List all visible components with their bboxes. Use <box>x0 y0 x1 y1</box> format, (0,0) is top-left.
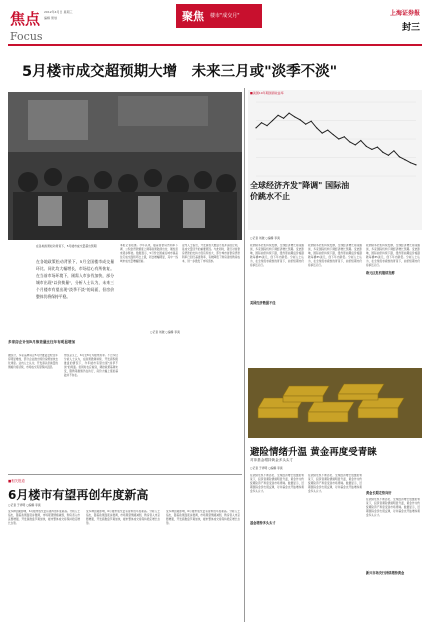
chart-caption: ■美国10年期国债收益率 <box>250 91 284 95</box>
chart-point <box>272 120 273 121</box>
masthead-rule <box>8 44 422 46</box>
sidebar-headline: 多家房企计划5月推货量比往年有明显增加 <box>8 340 76 344</box>
chart-point <box>333 134 334 135</box>
chart-point <box>327 130 328 131</box>
chart-point <box>355 144 356 145</box>
photo-caption: 在各地政策松动背景下，5月楼市成交量超出预期 <box>36 244 97 248</box>
right-bottom-sub1: 基金增持多头头寸 <box>250 521 276 525</box>
bottom-text-1: 受多种因素影响，6月楼市成交量有望再创年度新高。分析人士指出，随着政策面逐步微调，市场观望情绪减弱，购房者入市意愿增强，开发商推盘节奏加快，楼市整体成交将保持稳定增长态势。 <box>8 510 80 526</box>
page-number: 封三 <box>401 23 420 33</box>
chart-point <box>382 152 383 153</box>
column-separator <box>244 88 245 622</box>
bottom-kicker: ■相关报道 <box>8 479 25 483</box>
editor-line: 编辑 策划 <box>44 16 57 20</box>
bottom-text-3: 受多种因素影响，6月楼市成交量有望再创年度新高。分析人士指出，随着政策面逐步微调，市场观望情绪减弱，购房者入市意愿增强，开发商推盘节奏加快，楼市整体成交将保持稳定增长态势。 <box>166 510 240 526</box>
chart-point <box>266 125 267 126</box>
main-headline: 5月楼市成交超预期大增 未来三月或"淡季不淡" <box>22 64 338 80</box>
right-bottom-text-3: 在欧债危机不断恶化、全球经济增长放缓的背景下，投资者避险情绪明显升温，黄金作为传统避险资产再度受到市场青睐。数据显示，近期国际金价出现反弹，对冲基金也开始增持黄金多头头寸。 <box>366 498 420 518</box>
chart-point <box>410 162 411 163</box>
chart-point <box>300 119 301 120</box>
right-top-text-2: 欧洲债务危机持续发酵，全球经济增长前景黯淡，多家国际机构下调经济增长预期。受此影响，国际油价持续下跌，纽约原油期货价格跌破每桶85美元，创下年内新低。分析人士认为，在全球需求疲软的背景下，油价短期内仍将承压运行。 <box>308 244 362 268</box>
chart-point <box>338 138 339 139</box>
right-bottom-headline: 避险情绪升温 黄金再度受青睐 <box>250 447 377 458</box>
chart-point <box>261 122 262 123</box>
chart-point <box>316 127 317 128</box>
chart-point <box>371 149 372 150</box>
chart-point <box>255 127 256 128</box>
chart-point <box>415 164 416 165</box>
chart-point <box>404 159 405 160</box>
chart-point <box>305 124 306 125</box>
right-bottom-sub2: 黄金长期走势向好 <box>366 491 392 495</box>
right-bottom-sub3: 新兴市场央行持续增持黄金 <box>366 571 405 575</box>
sidebar-story <box>8 340 118 470</box>
right-bottom-text-1: 在欧债危机不断恶化、全球经济增长放缓的背景下，投资者避险情绪明显升温，黄金作为传统避险资产再度受到市场青睐。数据显示，近期国际金价出现反弹，对冲基金也开始增持黄金多头头寸。 <box>250 474 304 494</box>
bottom-byline: ○记者 于祥明 ○编辑 李爽 <box>8 503 41 507</box>
chart-point <box>289 113 290 114</box>
bottom-text-2: 受多种因素影响，6月楼市成交量有望再创年度新高。分析人士指出，随着政策面逐步微调，市场观望情绪减弱，购房者入市意愿增强，开发商推盘节奏加快，楼市整体成交将保持稳定增长态势。 <box>86 510 160 526</box>
bottom-headline: 6月楼市有望再创年度新高 <box>8 488 149 502</box>
section-title: 焦点 <box>10 10 41 28</box>
right-top-sub2: 欧元区危机继续发酵 <box>366 271 395 275</box>
lead-photo <box>8 92 242 240</box>
chart-point <box>388 155 389 156</box>
main-column-2: 业内人士指出，开发商加大推盘力度并适度让利，是成交量回升的重要原因。与此同时，银行对首套房贷款的支持力度有所加大，部分城市首套房贷款利率已回归基准利率，有效降低了购房者的购房成本，进一步激发了市场需求。 <box>182 244 240 264</box>
banner-main: 聚焦 <box>182 10 204 23</box>
date-line: 2012年4月日 星期三 <box>44 10 73 14</box>
chart-point <box>322 132 323 133</box>
yield-chart <box>248 96 422 226</box>
main-byline: ○记者 刘骏 ○编辑 李爽 <box>150 330 180 334</box>
bottom-rule <box>8 474 242 475</box>
chart-point <box>399 156 400 157</box>
banner-sub: 楼市"成交月" <box>210 13 240 19</box>
chart-point <box>277 115 278 116</box>
sidebar-text-2: 传统意义上，6月至8月为楼市淡季。不过多位分析人士认为，在政策微调持续、开发商积极推盘的情况下，今年楼市有望出现"淡季不淡"的局面。但同时也应看到，调控政策基调未变，限购等措施仍在执行，房价大幅上涨的基础并不存在。 <box>64 354 118 378</box>
chart-point <box>294 116 295 117</box>
right-top-text-3: 欧洲债务危机持续发酵，全球经济增长前景黯淡，多家国际机构下调经济增长预期。受此影响，国际油价持续下跌，纽约原油期货价格跌破每桶85美元，创下年内新低。分析人士认为，在全球需求疲软的背景下，油价短期内仍将承压运行。 <box>366 244 420 268</box>
sidebar-text: 据统计，多家品牌房企5月份推货量较往年有明显增加，部分企业推出特价房源加快去化速度。业内人士认为，开发商以价换量的策略仍将延续，市场成交有望保持活跃。 <box>8 354 58 370</box>
section-title-en: Focus <box>10 30 43 43</box>
chart-point <box>393 150 394 151</box>
lead-paragraph: 在各地政策松动背景下，5月全国楼市成交量环比、同比均大幅增长，市场信心有所恢复。在当前市场环境下，刚需入市步伐加快，部分城市出现"以价换量"，分析人士认为，未来三个月楼市有望出现"淡季不淡"的局面，但房价整体仍将保持平稳。 <box>36 259 114 299</box>
right-top-sub1: 美国经济数据不佳 <box>250 301 276 305</box>
masthead <box>8 4 422 52</box>
right-top-headline: 全球经济齐发"降调" 国际油价跳水不止 <box>250 181 350 201</box>
chart-point <box>349 141 350 142</box>
right-bottom-text-2: 在欧债危机不断恶化、全球经济增长放缓的背景下，投资者避险情绪明显升温，黄金作为传统避险资产再度受到市场青睐。数据显示，近期国际金价出现反弹，对冲基金也开始增持黄金多头头寸。 <box>308 474 362 494</box>
banner <box>176 4 262 28</box>
main-column-1: 本报记者报道。今年以来，随着首套房贷利率下调、公积金贷款额度上调等政策陆续出台，刚性需求逐步释放。数据显示，5月份全国重点城市商品住宅成交面积环比上涨，同比增幅明显，其中一线城市成交量增幅居前。 <box>120 244 178 264</box>
chart-point <box>344 136 345 137</box>
chart-point <box>377 147 378 148</box>
right-top-byline: ○记者 刘骏 ○编辑 李爽 <box>250 236 280 240</box>
gold-photo <box>248 368 422 438</box>
chart-panel <box>248 90 422 230</box>
crowd-photo-icon <box>8 92 242 240</box>
chart-point <box>360 140 361 141</box>
chart-point <box>283 118 284 119</box>
gold-bars-icon <box>248 368 422 438</box>
chart-point <box>311 121 312 122</box>
chart-point <box>366 146 367 147</box>
right-bottom-byline: ○记者 于祥明 ○编辑 李爽 <box>250 466 283 470</box>
right-top-text-1: 欧洲债务危机持续发酵，全球经济增长前景黯淡，多家国际机构下调经济增长预期。受此影响，国际油价持续下跌，纽约原油期货价格跌破每桶85美元，创下年内新低。分析人士认为，在全球需求疲软的背景下，油价短期内仍将承压运行。 <box>250 244 304 268</box>
paper-name: 上海证券报 <box>389 10 420 17</box>
right-bottom-subhead: 对冲基金增持黄金多头头寸 <box>250 458 294 462</box>
